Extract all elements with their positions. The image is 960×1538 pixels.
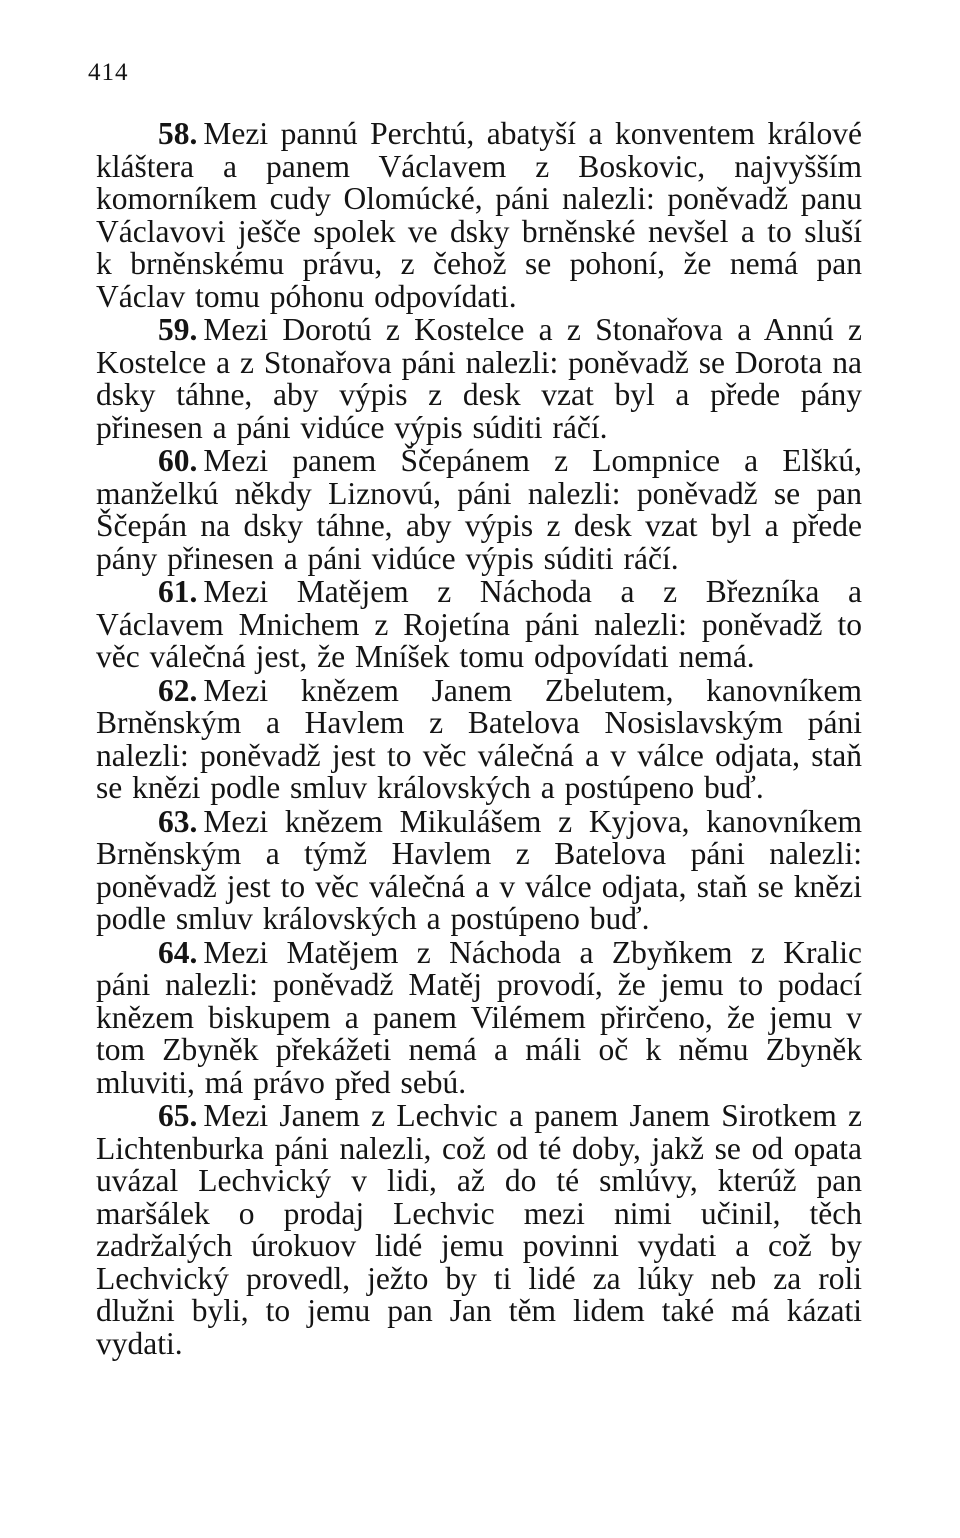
paragraph-60 xyxy=(96,445,862,575)
paragraph-number: 64. xyxy=(158,934,198,970)
paragraph-number: 61. xyxy=(158,574,198,609)
paragraph-number: 59. xyxy=(158,312,198,347)
paragraph-number: 63. xyxy=(158,803,198,839)
paragraph-59 xyxy=(96,314,862,444)
paragraph-text: Mezi Dorotú z Kostelce a z Stonařova a Annú z Kostelce a z Stonařova páni nalezli: poněvadž se Dorota na dsky táhne, aby výpis z desk vzat byl a přede pány přinesen a páni vidúce výpis súditi ráčí. xyxy=(96,312,862,445)
paragraph-text: Mezi knězem Mikulášem z Kyjova, kanovníkem Brněnským a týmž Havlem z Batelova páni nalezli: poněvadž jest to věc válečná a v válce odjata, staň se knězi podle smluv královských a postúpeno buď. xyxy=(96,803,862,936)
paragraph-62 xyxy=(96,672,862,805)
paragraph-63 xyxy=(96,803,862,936)
paragraph-number: 65. xyxy=(158,1098,198,1133)
paragraph-65 xyxy=(96,1100,862,1360)
page-number: 414 xyxy=(88,59,129,86)
paragraph-text: Mezi Janem z Lechvic a panem Janem Sirotkem z Lichtenburka páni nalezli, což od té doby, jakž se od opata uvázal Lechvický v lidi, až do té smlúvy, kterúž pan maršálek o prodaj Lechvic mezi nimi učinil, těch zadržalých úrokuov lidé jemu povinni vydati a což by Lechvický provedl, ježto by ti lidé za lúky neb za roli dlužni byli, to jemu pan Jan těm lidem také má kázati vydati. xyxy=(96,1098,862,1361)
paragraph-58 xyxy=(96,118,862,313)
paragraph-text: Mezi Matějem z Náchoda a z Březníka a Václavem Mnichem z Rojetína páni nalezli: poněvadž to věc válečná jest, že Mníšek tomu odpovídati nemá. xyxy=(96,574,862,674)
paragraph-number: 58. xyxy=(158,116,198,151)
text-body xyxy=(96,118,862,1361)
paragraph-text: Mezi pannú Perchtú, abatyší a konventem králové kláštera a panem Václavem z Boskovic, najvyšším komorníkem cudy Olomúcké, páni nalezli: poněvadž panu Václavovi ješče spolek ve dsky brněnské nevšel a to sluší k brněnskému právu, z čehož se pohoní, že nemá pan Václav tomu póhonu odpovídati. xyxy=(96,116,862,314)
paragraph-64 xyxy=(96,934,862,1100)
paragraph-text: Mezi knězem Janem Zbelutem, kanovníkem Brněnským a Havlem z Batelova Nosislavským páni nalezli: poněvadž jest to věc válečná a v válce odjata, staň se knězi podle smluv královských a postúpeno buď. xyxy=(96,672,862,805)
paragraph-number: 62. xyxy=(158,672,198,708)
paragraph-text: Mezi panem Ščepánem z Lompnice a Elškú, manželkú někdy Liznovú, páni nalezli: poněvadž se pan Ščepán na dsky táhne, aby výpis z desk vzat byl a přede pány přinesen a páni vidúce výpis súditi ráčí. xyxy=(96,443,862,576)
paragraph-text: Mezi Matějem z Náchoda a Zbyňkem z Kralic páni nalezli: poněvadž Matěj provodí, že jemu to podací knězem biskupem a panem Vilémem přirčeno, že jemu v tom Zbyněk překážeti nemá a máli oč k němu Zbyněk mluviti, má právo před sebú. xyxy=(96,934,862,1100)
paragraph-61 xyxy=(96,576,862,674)
paragraph-number: 60. xyxy=(158,443,198,478)
